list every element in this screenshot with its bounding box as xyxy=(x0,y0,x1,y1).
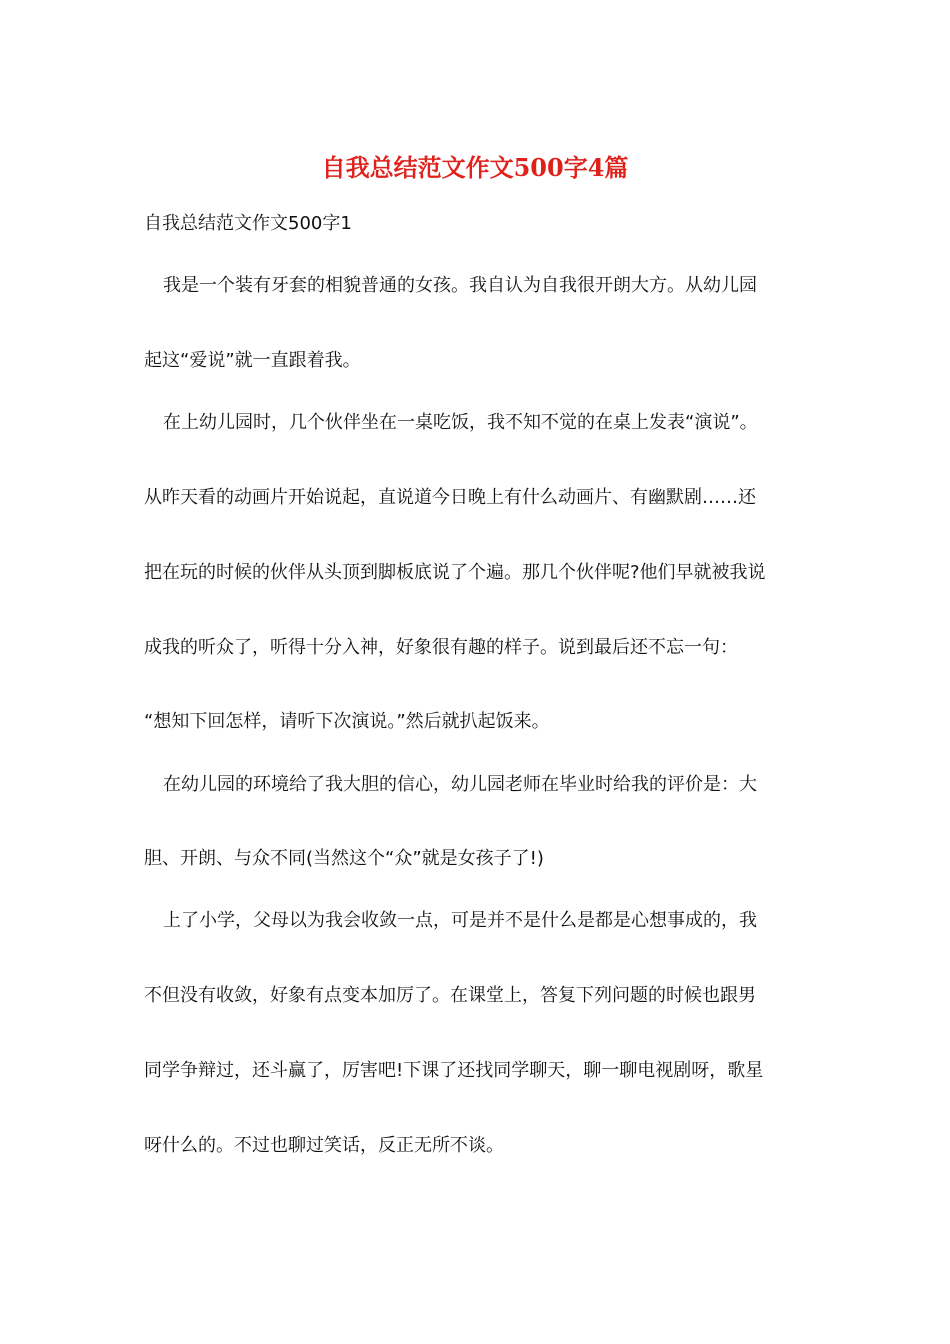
paragraph-4-line-3: 同学争辩过，还斗赢了，厉害吧!下课了还找同学聊天，聊一聊电视剧呀，歌星 xyxy=(144,1060,764,1081)
paragraph-2-line-2: 从昨天看的动画片开始说起，直说道今日晚上有什么动画片、有幽默剧……还 xyxy=(144,487,756,508)
paragraph-3-line-2: 胆、开朗、与众不同(当然这个“众”就是女孩子了!) xyxy=(144,848,544,869)
paragraph-4-line-2: 不但没有收敛，好象有点变本加厉了。在课堂上，答复下列问题的时候也跟男 xyxy=(144,985,756,1006)
paragraph-2-line-5: “想知下回怎样，请听下次演说。”然后就扒起饭来。 xyxy=(144,711,550,732)
paragraph-2-line-4: 成我的听众了，听得十分入神，好象很有趣的样子。说到最后还不忘一句： xyxy=(144,637,738,658)
paragraph-2-line-1: 在上幼儿园时，几个伙伴坐在一桌吃饭，我不知不觉的在桌上发表“演说”。 xyxy=(163,412,758,433)
document-title: 自我总结范文作文500字4篇 xyxy=(321,153,629,182)
paragraph-3-line-1: 在幼儿园的环境给了我大胆的信心，幼儿园老师在毕业时给我的评价是：大 xyxy=(163,774,757,795)
section-heading: 自我总结范文作文500字1 xyxy=(144,213,352,234)
paragraph-2-line-3: 把在玩的时候的伙伴从头顶到脚板底说了个遍。那几个伙伴呢?他们早就被我说 xyxy=(144,562,766,583)
paragraph-4-line-4: 呀什么的。不过也聊过笑话，反正无所不谈。 xyxy=(144,1135,504,1156)
paragraph-1-line-1: 我是一个装有牙套的相貌普通的女孩。我自认为自我很开朗大方。从幼儿园 xyxy=(163,275,757,296)
paragraph-1-line-2: 起这“爱说”就一直跟着我。 xyxy=(144,350,361,371)
paragraph-4-line-1: 上了小学，父母以为我会收敛一点，可是并不是什么是都是心想事成的，我 xyxy=(163,910,757,931)
